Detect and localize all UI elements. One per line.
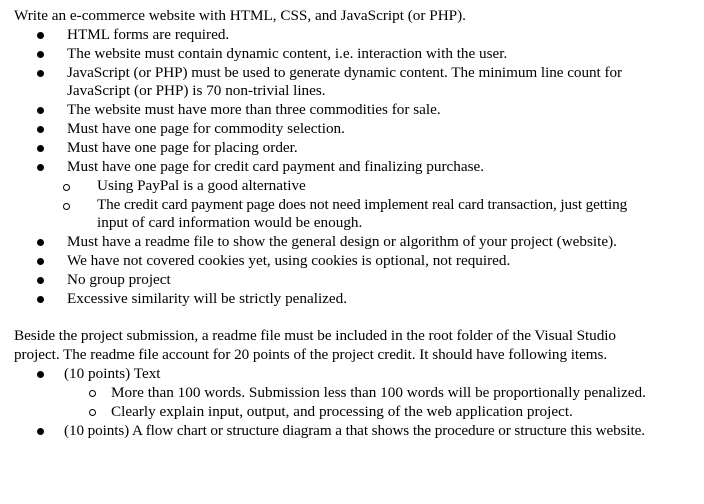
bullet-icon: [37, 164, 44, 171]
text-subitem: Clearly explain input, output, and processing of the web application project.: [111, 403, 573, 420]
requirement-item: We have not covered cookies yet, using cookies is optional, not required.: [67, 252, 511, 269]
bullet-icon: [37, 70, 44, 77]
readme-item: (10 points) A flow chart or structure diagram a that shows the procedure or structure this website.: [64, 422, 645, 439]
requirement-item: JavaScript (or PHP) must be used to generate dynamic content. The minimum line count for: [67, 64, 623, 81]
requirement-item: HTML forms are required.: [67, 26, 230, 43]
readme-paragraph-line: project. The readme file account for 20 points of the project credit. It should have following items.: [14, 346, 608, 363]
payment-subitem: The credit card payment page does not need implement real card transaction, just getting: [97, 196, 628, 213]
bullet-icon: [37, 258, 44, 265]
bullet-icon: [37, 51, 44, 58]
bullet-icon: [37, 145, 44, 152]
requirement-item: Excessive similarity will be strictly penalized.: [67, 290, 348, 307]
bullet-icon: [37, 32, 44, 39]
bullet-icon: [37, 239, 44, 246]
bullet-icon: [37, 371, 44, 378]
bullet-icon: [37, 107, 44, 114]
circle-bullet-icon: [89, 409, 96, 416]
requirement-item: The website must have more than three commodities for sale.: [67, 101, 441, 118]
intro-text: Write an e-commerce website with HTML, CSS, and JavaScript (or PHP).: [14, 7, 466, 24]
bullet-icon: [37, 296, 44, 303]
text-subitem: More than 100 words. Submission less than 100 words will be proportionally penalized.: [111, 384, 646, 401]
circle-bullet-icon: [89, 390, 96, 397]
bullet-icon: [37, 126, 44, 133]
requirement-item-continued: JavaScript (or PHP) is 70 non-trivial lines.: [67, 82, 326, 99]
requirement-item: Must have one page for commodity selection.: [67, 120, 345, 137]
circle-bullet-icon: [63, 203, 70, 210]
readme-paragraph-line: Beside the project submission, a readme file must be included in the root folder of the Visual Studio: [14, 327, 616, 344]
requirement-item: Must have one page for placing order.: [67, 139, 298, 156]
payment-subitem-continued: input of card information would be enough.: [97, 214, 363, 231]
bullet-icon: [37, 277, 44, 284]
requirement-item: Must have a readme file to show the general design or algorithm of your project (website).: [67, 233, 617, 250]
bullet-icon: [37, 428, 44, 435]
readme-item: (10 points) Text: [64, 365, 161, 382]
circle-bullet-icon: [63, 184, 70, 191]
requirement-item: The website must contain dynamic content, i.e. interaction with the user.: [67, 45, 508, 62]
requirement-item: No group project: [67, 271, 171, 288]
payment-subitem: Using PayPal is a good alternative: [97, 177, 306, 194]
requirement-item: Must have one page for credit card payment and finalizing purchase.: [67, 158, 485, 175]
